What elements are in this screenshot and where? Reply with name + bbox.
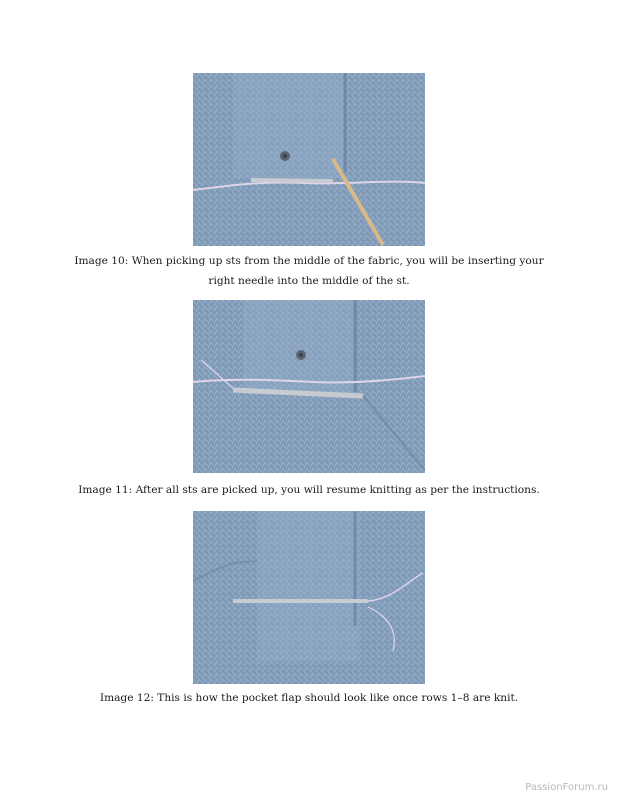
knitting-photo-needle-pickup-icon	[193, 73, 425, 246]
image-11-caption-line-1: Image 11: After all sts are picked up, you will resume knitting as per the instructions.	[78, 484, 540, 496]
image-10-caption-line-2: right needle into the middle of the st.	[208, 275, 410, 287]
knitting-photo-pocket-flap-icon	[193, 511, 425, 684]
image-12-caption-line-1: Image 12: This is how the pocket flap should look like once rows 1–8 are knit.	[99, 692, 519, 704]
knitting-photo-sts-picked-up-icon	[193, 300, 425, 473]
image-10-caption	[60, 251, 558, 291]
watermark-text: PassionForum.ru	[525, 782, 608, 793]
image-11-caption	[60, 480, 558, 500]
image-10-caption-line-1: Image 10: When picking up sts from the middle of the fabric, you will be inserting your	[74, 255, 544, 267]
image-12-caption	[60, 688, 558, 708]
